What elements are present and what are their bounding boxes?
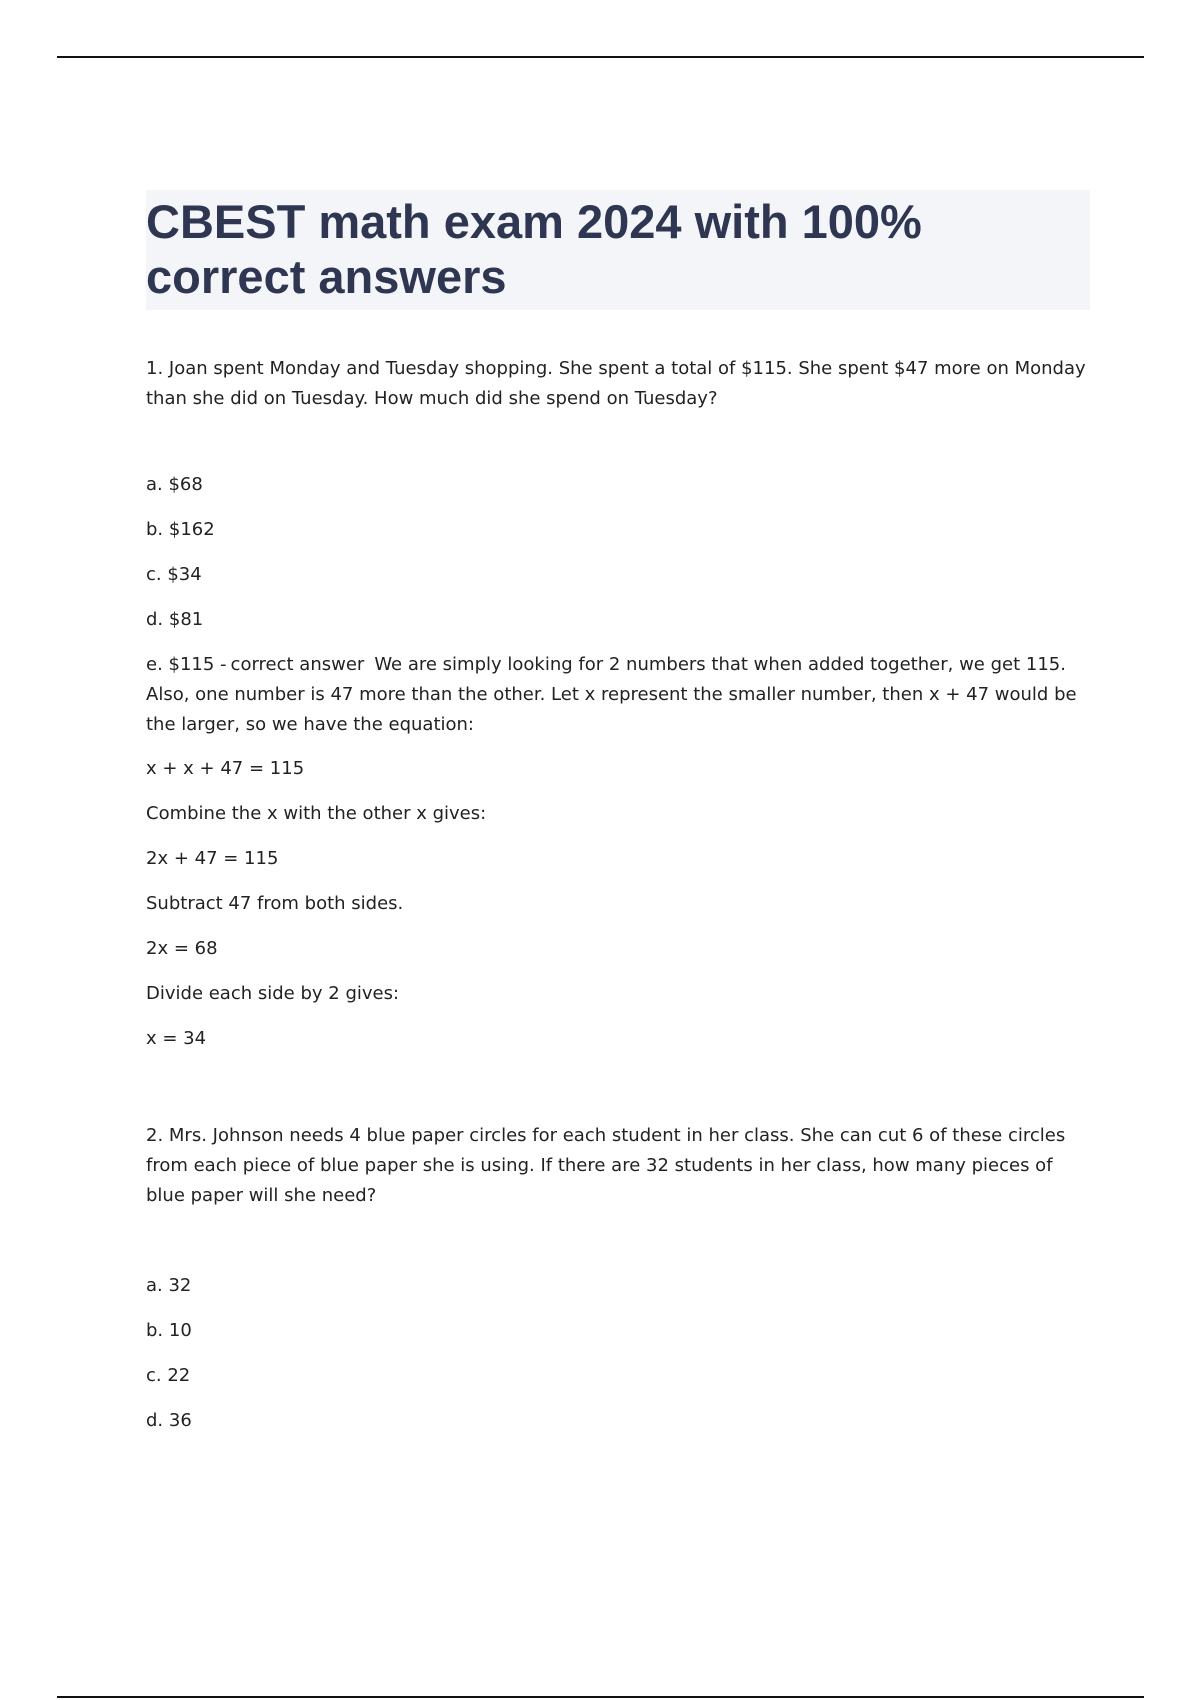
question-1-option-d: d. $81: [146, 609, 204, 630]
question-1-option-a: a. $68: [146, 474, 203, 495]
question-1-explanation: We are simply looking for 2 numbers that when added together, we get 115. Also, one number is 47 more than the other. Let x represent the smaller number, then x + 47 would be the larger, so we have the equation:: [146, 654, 1077, 735]
solution-step-4: Subtract 47 from both sides.: [146, 893, 404, 914]
solution-step-5: 2x = 68: [146, 938, 218, 959]
question-1-option-c: c. $34: [146, 564, 202, 585]
correct-answer-tag: correct answer: [230, 654, 365, 675]
question-1-answer: [146, 650, 1090, 740]
question-1-option-e: e. $115 -: [146, 654, 227, 675]
solution-step-2: Combine the x with the other x gives:: [146, 803, 487, 824]
solution-step-1: x + x + 47 = 115: [146, 758, 305, 779]
footer-rule: [57, 1696, 1144, 1698]
question-1-option-b: b. $162: [146, 519, 215, 540]
question-1-text: 1. Joan spent Monday and Tuesday shopping. She spent a total of $115. She spent $47 more on Monday than she did on Tuesday. How much did she spend on Tuesday?: [146, 358, 1086, 409]
document-title: CBEST math exam 2024 with 100% correct answers: [146, 195, 922, 303]
question-2-option-d: d. 36: [146, 1410, 192, 1431]
question-2-option-a: a. 32: [146, 1275, 192, 1296]
solution-step-6: Divide each side by 2 gives:: [146, 983, 400, 1004]
solution-step-7: x = 34: [146, 1028, 207, 1049]
document-body: [146, 190, 1090, 1451]
header-rule: [57, 56, 1144, 58]
question-2-option-b: b. 10: [146, 1320, 192, 1341]
question-2-option-c: c. 22: [146, 1365, 191, 1386]
title-banner: [146, 190, 1090, 310]
question-2-text: 2. Mrs. Johnson needs 4 blue paper circles for each student in her class. She can cut 6 of these circles from each piece of blue paper she is using. If there are 32 students in her class, how many pieces of blue paper will she need?: [146, 1125, 1066, 1206]
solution-step-3: 2x + 47 = 115: [146, 848, 279, 869]
